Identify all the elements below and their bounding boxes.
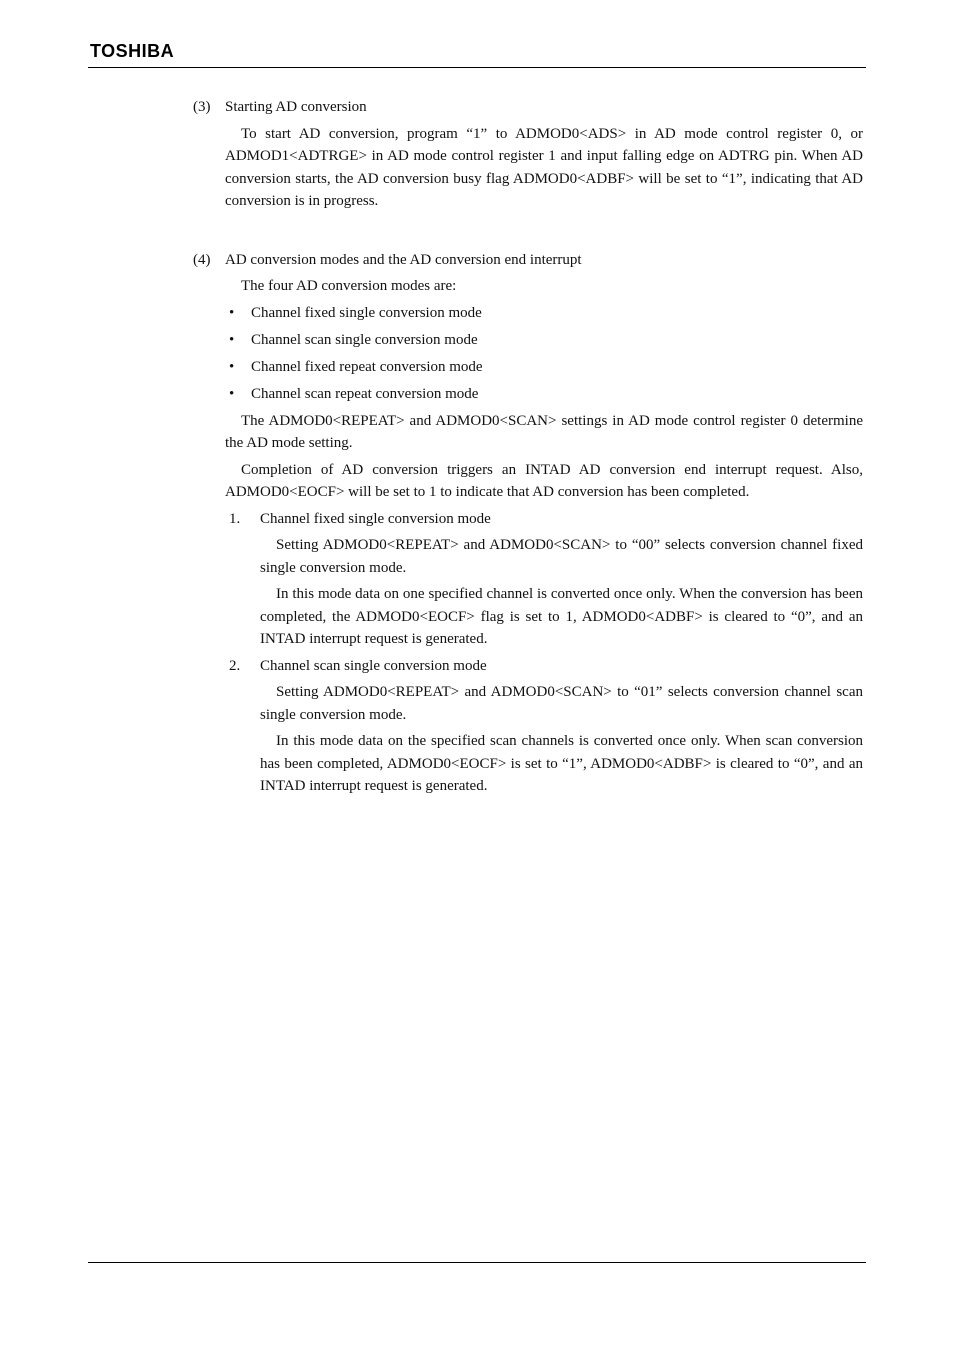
toshiba-logo: TOSHIBA bbox=[90, 41, 175, 61]
mode-label: Channel fixed repeat conversion mode bbox=[251, 358, 483, 375]
subsection-2-number: 2. bbox=[229, 657, 241, 674]
mode-label: Channel scan single conversion mode bbox=[251, 331, 478, 348]
bullet-icon: • bbox=[229, 304, 235, 321]
section-4-heading bbox=[193, 249, 863, 272]
document-body bbox=[193, 96, 863, 798]
section-3-paragraph: To start AD conversion, program “1” to ADMOD0<ADS> in AD mode control register 0, or ADMOD1<ADTRGE> in AD mode control register 1 and input falling edge on ADTRG pin. When AD conversion starts, the AD conversion busy flag ADMOD0<ADBF> will be set to “1”, indicating that AD conversion is in progress. bbox=[225, 125, 863, 209]
section-4-number: (4) bbox=[193, 251, 211, 268]
footer-rule bbox=[88, 1262, 866, 1263]
subsection-2-heading bbox=[229, 655, 863, 678]
subsection-2-paragraph-2: In this mode data on the specified scan channels is converted once only. When scan conversion has been completed, ADMOD0<EOCF> is set to “1”, ADMOD0<ADBF> is cleared to “0”, and an INTAD interrupt request is generated. bbox=[260, 733, 863, 794]
section-4-title: AD conversion modes and the AD conversion end interrupt bbox=[225, 251, 582, 268]
bullet-icon: • bbox=[229, 385, 235, 402]
subsection-1-heading bbox=[229, 508, 863, 531]
section-gap bbox=[193, 213, 863, 249]
list-item bbox=[225, 302, 863, 325]
header-rule bbox=[88, 67, 866, 68]
section-3-number: (3) bbox=[193, 99, 211, 115]
section-4-intro: The four AD conversion modes are: bbox=[241, 278, 457, 294]
section-4-paragraph-2: Completion of AD conversion triggers an INTAD AD conversion end interrupt request. Also, ADMOD0<EOCF> will be set to 1 to indicate that AD conversion has been completed. bbox=[225, 461, 863, 500]
subsection-1-title: Channel fixed single conversion mode bbox=[260, 510, 491, 527]
list-item bbox=[225, 383, 863, 406]
section-3-heading bbox=[193, 96, 863, 119]
section-3-title: Starting AD conversion bbox=[225, 99, 367, 115]
bullet-icon: • bbox=[229, 331, 235, 348]
subsection-1-number: 1. bbox=[229, 510, 241, 527]
mode-label: Channel scan repeat conversion mode bbox=[251, 385, 479, 402]
subsection-1-paragraph-1: Setting ADMOD0<REPEAT> and ADMOD0<SCAN> to “00” selects conversion channel fixed single conversion mode. bbox=[260, 537, 863, 576]
mode-list bbox=[193, 302, 863, 406]
subsection-2-title: Channel scan single conversion mode bbox=[260, 657, 487, 674]
list-item bbox=[225, 356, 863, 379]
mode-label: Channel fixed single conversion mode bbox=[251, 304, 482, 321]
subsection-2-paragraph-1: Setting ADMOD0<REPEAT> and ADMOD0<SCAN> to “01” selects conversion channel scan single conversion mode. bbox=[260, 684, 863, 723]
bullet-icon: • bbox=[229, 358, 235, 375]
section-4-paragraph-1: The ADMOD0<REPEAT> and ADMOD0<SCAN> settings in AD mode control register 0 determine the AD mode setting. bbox=[225, 412, 863, 451]
list-item bbox=[225, 329, 863, 352]
subsection-1-paragraph-2: In this mode data on one specified channel is converted once only. When the conversion has been completed, the ADMOD0<EOCF> flag is set to 1, ADMOD0<ADBF> is cleared to “0”, and an INTAD interrupt request is generated. bbox=[260, 586, 863, 647]
